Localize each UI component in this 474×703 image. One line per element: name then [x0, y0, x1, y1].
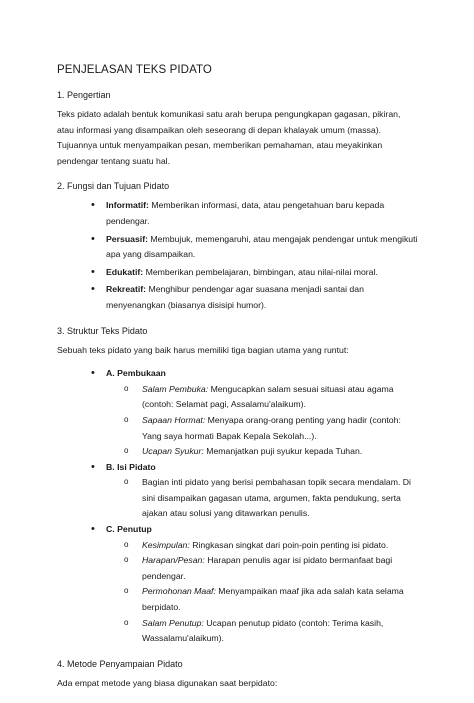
part-label: C. Penutup — [106, 524, 152, 535]
section-heading: 3. Struktur Teks Pidato — [57, 325, 148, 336]
list-item — [79, 232, 419, 263]
desc: Ringkasan singkat dari poin-poin penting isi pidato. — [189, 539, 389, 550]
desc: Menyapa orang-orang penting yang hadir (contoh: Yang saya hormati Bapak Kepala Sekolah...). — [142, 414, 401, 441]
list-item — [79, 460, 419, 522]
term: Salam Pembuka: — [142, 383, 209, 394]
part-label: B. Isi Pidato — [106, 461, 156, 472]
term: Rekreatif: — [106, 284, 147, 295]
term: Kesimpulan: — [142, 539, 190, 550]
section-struktur — [57, 326, 419, 647]
sublist-item — [116, 413, 419, 444]
paragraph: Teks pidato adalah bentuk komunikasi satu arah berupa pengungkapan gagasan, pikiran, atau informasi yang disampaikan oleh seseorang di depan khalayak umum (massa). Tujuannya untuk menyampaikan pesan, memberikan pemahaman, atau meyakinkan pendengar tentang suatu hal. — [57, 109, 401, 166]
term: Harapan/Pesan: — [142, 555, 205, 566]
paragraph: Sebuah teks pidato yang baik harus memiliki tiga bagian utama yang runtut: — [57, 344, 349, 355]
desc: Menghibur pendengar agar suasana menjadi santai dan menyenangkan (biasanya disisipi humor). — [106, 284, 364, 310]
desc: Memanjatkan puji syukur kepada Tuhan. — [203, 446, 363, 457]
section-fungsi — [57, 181, 419, 313]
sublist-item — [116, 538, 419, 554]
fungsi-list — [79, 198, 419, 313]
desc: Mengucapkan salam sesuai situasi atau agama (contoh: Selamat pagi, Assalamu'alaikum). — [142, 383, 394, 410]
section-metode — [57, 659, 419, 692]
sublist-item — [116, 616, 419, 647]
sublist-item — [116, 382, 419, 413]
document-content — [57, 64, 419, 703]
section-heading: 1. Pengertian — [57, 90, 111, 100]
part-label: A. Pembukaan — [106, 368, 166, 379]
sublist — [116, 382, 419, 460]
sublist-item — [116, 444, 419, 460]
list-item — [79, 265, 419, 281]
term: Permohonan Maaf: — [142, 586, 216, 597]
term: Salam Penutup: — [142, 617, 204, 628]
term: Edukatif: — [106, 266, 144, 277]
sublist — [116, 475, 419, 522]
list-item — [79, 522, 419, 647]
sublist-item — [116, 475, 419, 522]
desc: Memberikan informasi, data, atau pengetahuan baru kepada pendengar. — [106, 200, 385, 226]
sublist — [116, 538, 419, 647]
list-item — [79, 198, 419, 229]
sublist-item — [116, 584, 419, 615]
paragraph: Ada empat metode yang biasa digunakan saat berpidato: — [57, 677, 278, 688]
document-title: PENJELASAN TEKS PIDATO — [57, 64, 212, 76]
section-heading: 4. Metode Penyampaian Pidato — [57, 658, 183, 669]
list-item — [79, 366, 419, 460]
term: Sapaan Hormat: — [142, 414, 206, 425]
desc: Menyampaikan maaf jika ada salah kata selama berpidato. — [142, 586, 404, 613]
section-heading: 2. Fungsi dan Tujuan Pidato — [57, 181, 170, 192]
desc: Bagian inti pidato yang berisi pembahasan topik secara mendalam. Di sini disampaikan gagasan utama, argumen, fakta pendukung, serta ajakan atau solusi yang ditawarkan penulis. — [142, 477, 411, 519]
term: Persuasif: — [106, 233, 149, 244]
desc: Harapan penulis agar isi pidato bermanfaat bagi pendengar. — [142, 555, 393, 581]
desc: Memberikan pembelajaran, bimbingan, atau nilai-nilai moral. — [143, 266, 378, 277]
desc: Membujuk, memengaruhi, atau mengajak pendengar untuk mengikuti apa yang disampaikan. — [106, 233, 418, 260]
struktur-list — [79, 366, 419, 647]
term: Ucapan Syukur: — [142, 446, 204, 457]
section-pengertian — [57, 90, 419, 169]
desc: Ucapan penutup pidato (contoh: Terima kasih, Wassalamu'alaikum). — [142, 617, 384, 644]
sublist-item — [116, 553, 419, 584]
list-item — [79, 282, 419, 313]
term: Informatif: — [106, 200, 149, 211]
